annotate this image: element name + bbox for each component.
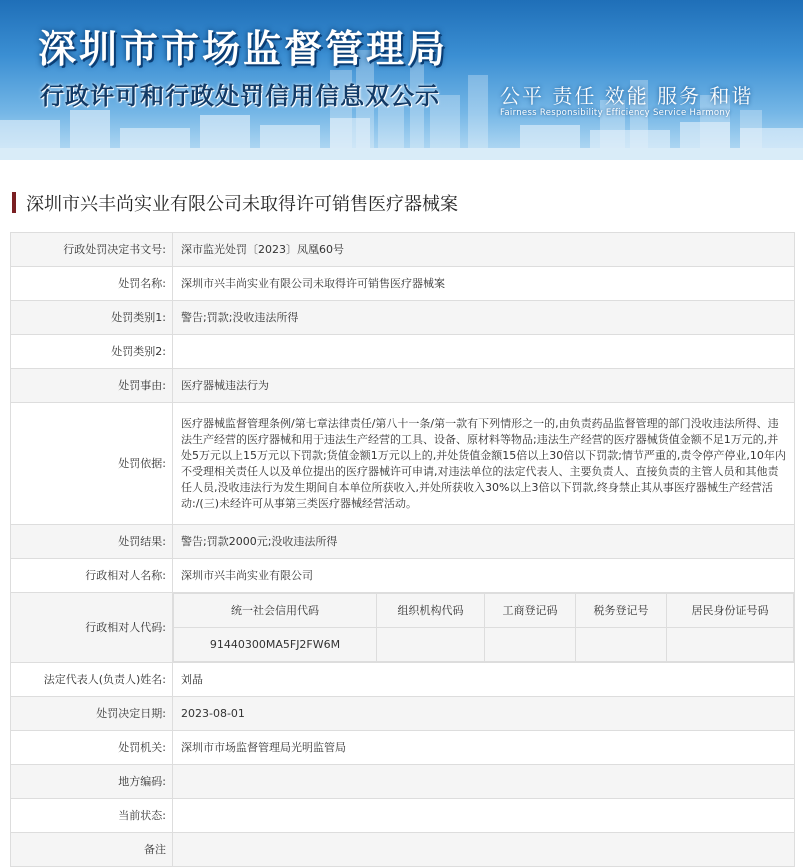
table-row bbox=[11, 593, 795, 663]
row-value: 警告;罚款;没收违法所得 bbox=[173, 301, 795, 335]
row-label: 行政相对人代码: bbox=[11, 593, 173, 663]
row-value bbox=[173, 799, 795, 833]
row-value: 深市监光处罚〔2023〕凤凰60号 bbox=[173, 233, 795, 267]
banner-slogan: 公平 责任 效能 服务 和谐 bbox=[500, 84, 754, 108]
row-value: 深圳市兴丰尚实业有限公司未取得许可销售医疗器械案 bbox=[173, 267, 795, 301]
table-row bbox=[11, 765, 795, 799]
code-header: 组织机构代码 bbox=[377, 594, 485, 628]
case-header bbox=[8, 189, 798, 217]
banner-subtitle: 行政许可和行政处罚信用信息双公示 bbox=[40, 82, 440, 110]
code-subtable-cell bbox=[173, 593, 795, 663]
table-row bbox=[11, 525, 795, 559]
table-row bbox=[11, 335, 795, 369]
row-label: 处罚依据: bbox=[11, 403, 173, 525]
row-value: 深圳市市场监督管理局光明监管局 bbox=[173, 731, 795, 765]
table-row bbox=[11, 369, 795, 403]
row-label: 处罚机关: bbox=[11, 731, 173, 765]
code-value bbox=[377, 628, 485, 662]
title-accent-bar bbox=[12, 192, 16, 213]
header-banner bbox=[0, 0, 803, 160]
table-row bbox=[11, 731, 795, 765]
code-header: 工商登记码 bbox=[485, 594, 576, 628]
table-row bbox=[11, 267, 795, 301]
code-value: 91440300MA5FJ2FW6M bbox=[174, 628, 377, 662]
code-subtable bbox=[173, 593, 794, 662]
table-row bbox=[11, 697, 795, 731]
table-row bbox=[11, 833, 795, 867]
row-value: 深圳市兴丰尚实业有限公司 bbox=[173, 559, 795, 593]
row-value: 警告;罚款2000元;没收违法所得 bbox=[173, 525, 795, 559]
row-label: 处罚类别1: bbox=[11, 301, 173, 335]
row-label: 当前状态: bbox=[11, 799, 173, 833]
table-row bbox=[11, 233, 795, 267]
row-label: 地方编码: bbox=[11, 765, 173, 799]
row-value: 医疗器械监督管理条例/第七章法律责任/第八十一条/第一款有下列情形之一的,由负责药品监督管理的部门没收违法所得、违法生产经营的医疗器械和用于违法生产经营的工具、设备、原材料等物品;违法生产经营的医疗器械货值金额不足1万元的,并处5万元以上15万元以下罚款;货值金额1万元以上的,并处货值金额15倍以上30倍以下罚款;情节严重的,责令停产停业,10年内不受理相关责任人以及单位提出的医疗器械许可申请,对违法单位的法定代表人、主要负责人、直接负责的主管人员和其他责任人员,没收违法行为发生期间自本单位所获收入,并处所获收入30%以上3倍以下罚款,终身禁止其从事医疗器械生产经营活动:/(三)未经许可从事第三类医疗器械经营活动。 bbox=[173, 403, 795, 525]
table-row bbox=[11, 559, 795, 593]
row-value bbox=[173, 833, 795, 867]
row-label: 处罚类别2: bbox=[11, 335, 173, 369]
row-label: 处罚结果: bbox=[11, 525, 173, 559]
row-value bbox=[173, 765, 795, 799]
case-title: 深圳市兴丰尚实业有限公司未取得许可销售医疗器械案 bbox=[26, 194, 458, 215]
code-value bbox=[667, 628, 794, 662]
row-label: 法定代表人(负责人)姓名: bbox=[11, 663, 173, 697]
row-value bbox=[173, 335, 795, 369]
table-row bbox=[11, 301, 795, 335]
table-row bbox=[11, 663, 795, 697]
code-value bbox=[485, 628, 576, 662]
code-header: 统一社会信用代码 bbox=[174, 594, 377, 628]
table-row bbox=[11, 799, 795, 833]
row-value: 医疗器械违法行为 bbox=[173, 369, 795, 403]
code-header: 税务登记号 bbox=[576, 594, 667, 628]
row-label: 行政处罚决定书文号: bbox=[11, 233, 173, 267]
penalty-info-table bbox=[10, 232, 795, 867]
code-header: 居民身份证号码 bbox=[667, 594, 794, 628]
row-label: 备注 bbox=[11, 833, 173, 867]
table-row bbox=[11, 403, 795, 525]
code-value bbox=[576, 628, 667, 662]
row-label: 处罚决定日期: bbox=[11, 697, 173, 731]
banner-title: 深圳市市场监督管理局 bbox=[38, 27, 449, 71]
row-value: 2023-08-01 bbox=[173, 697, 795, 731]
row-label: 处罚名称: bbox=[11, 267, 173, 301]
row-label: 行政相对人名称: bbox=[11, 559, 173, 593]
row-value: 刘晶 bbox=[173, 663, 795, 697]
banner-slogan-en: Fairness Responsibility Efficiency Service Harmony bbox=[500, 108, 731, 118]
row-label: 处罚事由: bbox=[11, 369, 173, 403]
